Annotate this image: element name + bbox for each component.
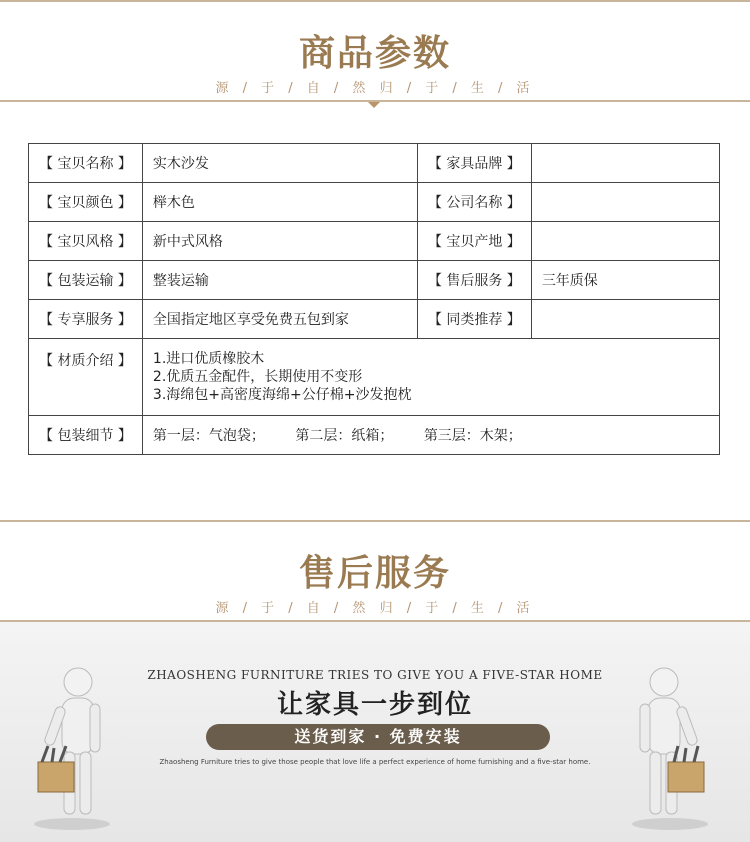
service-banner [0, 622, 750, 842]
section-header-service [0, 520, 750, 632]
param-label: 【 专享服务 】 [29, 300, 143, 339]
table-row [29, 261, 720, 300]
param-value [531, 144, 719, 183]
param-label: 【 宝贝风格 】 [29, 222, 143, 261]
banner-small-text: Zhaosheng Furniture tries to give those people that love life a perfect experience of home furnishing and a five-star home. [159, 758, 591, 766]
banner-english-title: ZHAOSHENG FURNITURE TRIES TO GIVE YOU A FIVE-STAR HOME [147, 668, 603, 682]
packing-details [142, 416, 719, 455]
section-slogan: 源 / 于 / 自 / 然 归 / 于 / 生 / 活 [215, 81, 535, 96]
table-row [29, 339, 720, 416]
param-label: 【 包装运输 】 [29, 261, 143, 300]
param-value: 三年质保 [531, 261, 719, 300]
table-row [29, 144, 720, 183]
param-value [531, 183, 719, 222]
packing-item: 第三层：木架； [423, 428, 522, 444]
triangle-down-icon [368, 102, 380, 108]
param-label: 【 宝贝名称 】 [29, 144, 143, 183]
divider [0, 520, 750, 522]
packing-item: 第一层：气泡袋； [152, 428, 265, 444]
section-title: 售后服务 [298, 553, 451, 594]
worker-figure-icon [24, 662, 120, 832]
param-label: 【 宝贝颜色 】 [29, 183, 143, 222]
param-label: 【 家具品牌 】 [417, 144, 531, 183]
product-params-table [28, 143, 720, 455]
material-line: 2.优质五金配件，长期使用不变形 [152, 369, 363, 385]
banner-pill: 送货到家 · 免费安装 [206, 724, 550, 750]
packing-item: 第二层：纸箱； [295, 428, 394, 444]
table-row [29, 300, 720, 339]
param-label: 【 包装细节 】 [29, 416, 143, 455]
param-label: 【 宝贝产地 】 [417, 222, 531, 261]
param-value: 榉木色 [142, 183, 417, 222]
section-title: 商品参数 [298, 33, 451, 74]
worker-figure-icon [622, 662, 718, 832]
material-line: 1.进口优质橡胶木 [152, 351, 265, 367]
param-value: 整装运输 [142, 261, 417, 300]
banner-chinese-title: 让家具一步到位 [276, 690, 473, 720]
param-label: 【 售后服务 】 [417, 261, 531, 300]
param-label: 【 材质介绍 】 [29, 339, 143, 416]
section-slogan: 源 / 于 / 自 / 然 归 / 于 / 生 / 活 [215, 601, 535, 616]
param-value [531, 300, 719, 339]
material-line: 3.海绵包+高密度海绵+公仔棉+沙发抱枕 [152, 387, 412, 403]
param-value: 全国指定地区享受免费五包到家 [142, 300, 417, 339]
material-description [142, 339, 719, 416]
param-label: 【 公司名称 】 [417, 183, 531, 222]
section-header-params [0, 0, 750, 112]
divider [0, 0, 750, 2]
param-label: 【 同类推荐 】 [417, 300, 531, 339]
table-row [29, 222, 720, 261]
param-value: 实木沙发 [142, 144, 417, 183]
table-row [29, 183, 720, 222]
param-value: 新中式风格 [142, 222, 417, 261]
table-row [29, 416, 720, 455]
param-value [531, 222, 719, 261]
